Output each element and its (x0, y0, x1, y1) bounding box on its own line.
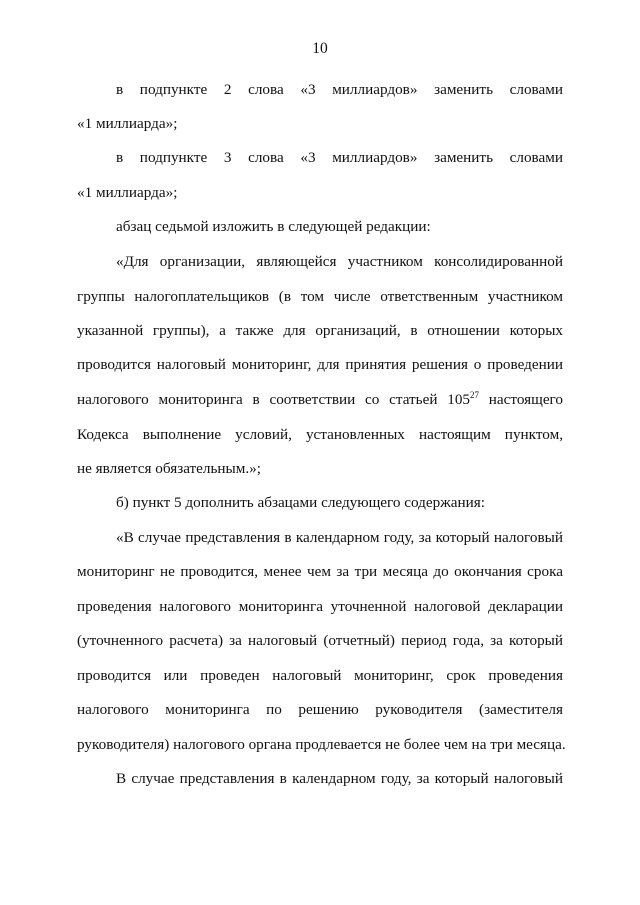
text-line: проводится налоговый мониторинг, для принятия решения о проведении (77, 356, 563, 373)
text-line: Кодекса выполнение условий, установленных настоящим пунктом, (77, 426, 563, 443)
page-number: 10 (312, 40, 328, 57)
text-line: указанной группы), а также для организаций, в отношении которых (77, 322, 563, 339)
text-line: «1 миллиарда»; (77, 184, 178, 201)
text-line: б) пункт 5 дополнить абзацами следующего содержания: (116, 494, 485, 511)
superscript: 27 (470, 390, 480, 400)
text-line: «В случае представления в календарном году, за который налоговый (116, 529, 563, 546)
text-line-with-superscript (77, 390, 563, 410)
text-line: группы налогоплательщиков (в том числе ответственным участником (77, 288, 563, 305)
text-line: в подпункте 3 слова «3 миллиардов» заменить словами (116, 149, 563, 166)
text-line: мониторинг не проводится, менее чем за три месяца до окончания срока (77, 563, 563, 580)
text-line: «Для организации, являющейся участником консолидированной (116, 253, 563, 270)
text-fragment: настоящего (479, 391, 564, 408)
text-line: В случае представления в календарном году, за который налоговый (116, 770, 563, 787)
text-line: (уточненного расчета) за налоговый (отчетный) период года, за который (77, 632, 563, 649)
text-line: налогового мониторинга по решению руководителя (заместителя (77, 701, 563, 718)
text-line: не является обязательным.»; (77, 460, 261, 477)
text-line: проведения налогового мониторинга уточненной налоговой декларации (77, 598, 563, 615)
text-line: абзац седьмой изложить в следующей редакции: (116, 218, 431, 235)
text-line: руководителя) налогового органа продлевается не более чем на три месяца. (77, 736, 566, 753)
text-fragment: налогового мониторинга в соответствии со статьей 105 (77, 391, 471, 408)
text-line: «1 миллиарда»; (77, 115, 178, 132)
text-line: в подпункте 2 слова «3 миллиардов» заменить словами (116, 81, 563, 98)
text-line: проводится или проведен налоговый мониторинг, срок проведения (77, 667, 563, 684)
